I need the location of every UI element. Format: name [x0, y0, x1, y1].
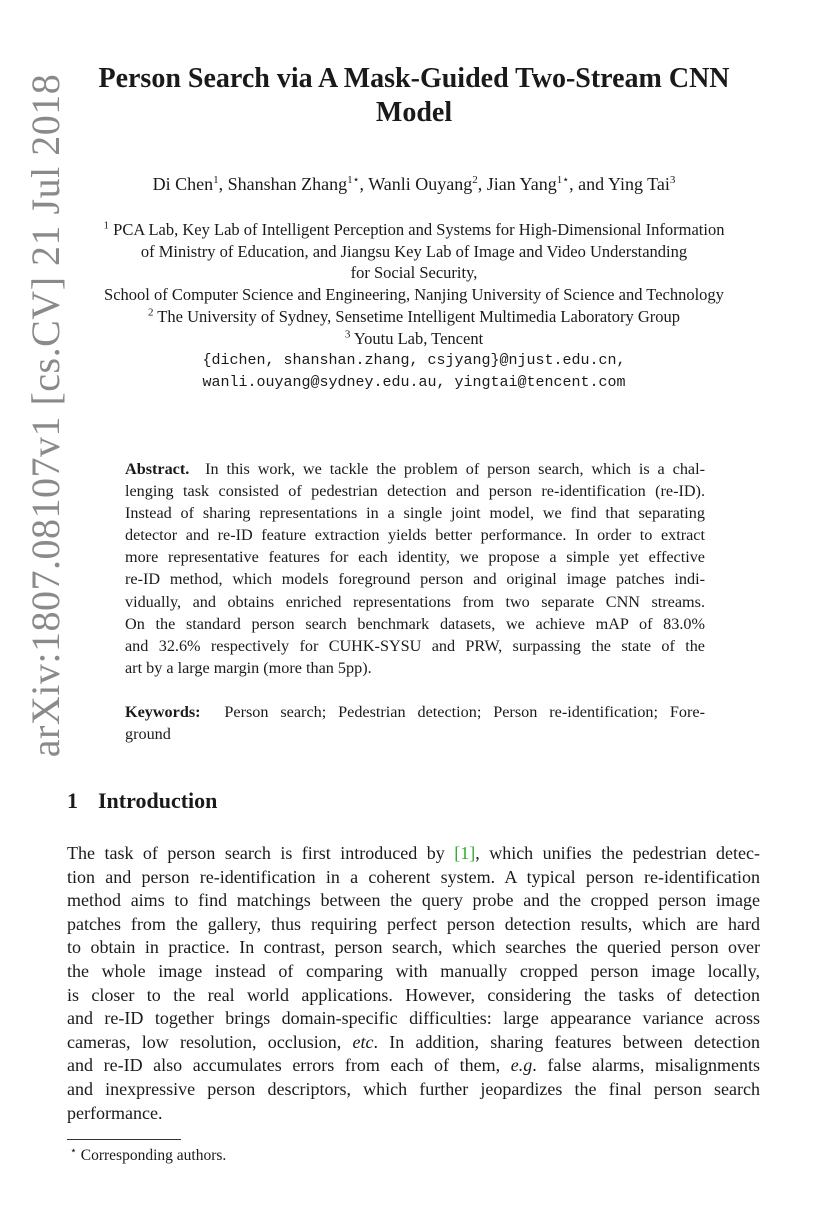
footnote-text: Corresponding authors. — [76, 1147, 227, 1164]
body-line: is closer to the real world applications. However, considering the tasks of detection — [67, 984, 760, 1005]
affiliation-line — [60, 328, 768, 350]
abstract — [125, 458, 705, 679]
body-line: and re-ID together brings domain-specific difficulties: large appearance variance across — [67, 1008, 760, 1029]
affiliation-line: for Social Security, — [350, 263, 478, 283]
affiliations — [60, 219, 768, 349]
body-text: . false alarms, misalignments — [532, 1055, 761, 1076]
affiliation-mark: 2 — [147, 306, 154, 319]
author-name: , Jian Yang — [477, 174, 557, 194]
affiliation-line: School of Computer Science and Engineering, Nanjing University of Science and Technology — [104, 285, 724, 305]
author-mark: 1 — [213, 174, 219, 186]
section-number: 1 — [67, 788, 78, 813]
citation-link[interactable]: [1] — [454, 843, 476, 863]
author-emails — [60, 350, 768, 394]
keywords-label: Keywords: — [125, 703, 201, 721]
section-title: Introduction — [98, 788, 218, 813]
body-line — [67, 1031, 760, 1055]
body-line: tion and person re-identification in a coherent system. A typical person re-identification — [67, 866, 760, 887]
author-name: , Shanshan Zhang — [218, 174, 348, 194]
keywords-line — [125, 701, 705, 723]
abstract-line: Instead of sharing representations in a single joint model, we find that separating — [125, 504, 705, 523]
abstract-text: In this work, we tackle the problem of person search, which is a chal- — [205, 460, 705, 478]
body-line: patches from the gallery, thus requiring perfect person detection results, which are hard — [67, 913, 760, 934]
introduction-text — [67, 842, 760, 1125]
body-text: . In addition, sharing features between detection — [373, 1031, 760, 1052]
arxiv-identifier: arXiv:1807.08107v1 [cs.CV] 21 Jul 2018 — [23, 73, 69, 757]
section-heading — [67, 788, 217, 814]
abstract-line: art by a large margin (more than 5pp). — [125, 658, 372, 677]
body-emphasis: etc — [352, 1031, 374, 1052]
body-text: , which unifies the pedestrian detec- — [475, 843, 761, 863]
footnote-mark: ⋆ — [70, 1144, 77, 1157]
author-list — [0, 174, 828, 195]
body-text: cameras, low resolution, occlusion, — [67, 1031, 353, 1052]
affiliation-mark: 1 — [103, 219, 110, 232]
keywords-text: Person search; Pedestrian detection; Person re-identification; Fore- — [224, 703, 705, 721]
abstract-line: On the standard person search benchmark datasets, we achieve mAP of 83.0% — [125, 614, 705, 633]
abstract-label: Abstract. — [125, 460, 190, 478]
body-line: performance. — [67, 1102, 163, 1123]
body-line: to obtain in practice. In contrast, person search, which searches the queried person over — [67, 937, 760, 958]
abstract-line: re-ID method, which models foreground person and original image patches indi- — [125, 570, 705, 589]
arxiv-sidebar — [16, 60, 76, 770]
author-name: , Wanli Ouyang — [359, 174, 473, 194]
author-mark: 2 — [472, 174, 478, 186]
abstract-line: detector and re-ID feature extraction yields better performance. In order to extract — [125, 526, 705, 545]
affiliation-text: Youtu Lab, Tencent — [350, 328, 484, 348]
abstract-line: lenging task consisted of pedestrian detection and person re-identification (re-ID). — [125, 482, 705, 501]
author-name: Di Chen — [152, 174, 214, 194]
body-text: The task of person search is first introduced by — [67, 843, 455, 863]
paper-title — [0, 62, 828, 130]
affiliation-line — [60, 219, 768, 241]
body-line: and inexpressive person descriptors, which further jeopardizes the final person search — [67, 1078, 760, 1099]
author-name: , and Ying Tai — [569, 174, 670, 194]
author-mark: 3 — [669, 174, 676, 186]
abstract-line: and 32.6% respectively for CUHK-SYSU and PRW, surpassing the state of the — [125, 636, 705, 655]
body-line: method aims to find matchings between the query probe and the cropped person image — [67, 890, 760, 911]
email-line: {dichen, shanshan.zhang, csjyang}@njust.edu.cn, — [202, 352, 626, 369]
body-line: the whole image instead of comparing with manually cropped person image locally, — [67, 960, 760, 981]
keywords-line: ground — [125, 725, 171, 744]
body-emphasis: e.g — [510, 1055, 533, 1076]
email-line: wanli.ouyang@sydney.edu.au, yingtai@tencent.com — [202, 374, 626, 391]
affiliation-line: of Ministry of Education, and Jiangsu Key Lab of Image and Video Understanding — [140, 241, 688, 261]
affiliation-text: PCA Lab, Key Lab of Intelligent Perception and Systems for High-Dimensional Information — [109, 220, 725, 239]
footnote — [70, 1144, 227, 1165]
title-line-1: Person Search via A Mask-Guided Two-Stream CNN — [98, 63, 730, 94]
affiliation-mark: 3 — [344, 328, 351, 341]
affiliation-line — [60, 306, 768, 328]
body-line — [67, 1054, 760, 1078]
abstract-line — [125, 458, 705, 480]
body-line — [67, 842, 760, 866]
abstract-line: more representative features for each identity, we propose a simple yet effective — [125, 548, 705, 567]
keywords — [125, 701, 705, 745]
author-mark: 1⋆ — [556, 174, 570, 186]
affiliation-text: The University of Sydney, Sensetime Intelligent Multimedia Laboratory Group — [153, 306, 681, 326]
body-text: and re-ID also accumulates errors from each of them, — [67, 1055, 511, 1076]
abstract-line: vidually, and obtains enriched representations from two separate CNN streams. — [125, 592, 705, 611]
footnote-divider — [67, 1139, 181, 1140]
title-line-2: Model — [375, 97, 453, 128]
author-mark: 1⋆ — [347, 174, 360, 186]
